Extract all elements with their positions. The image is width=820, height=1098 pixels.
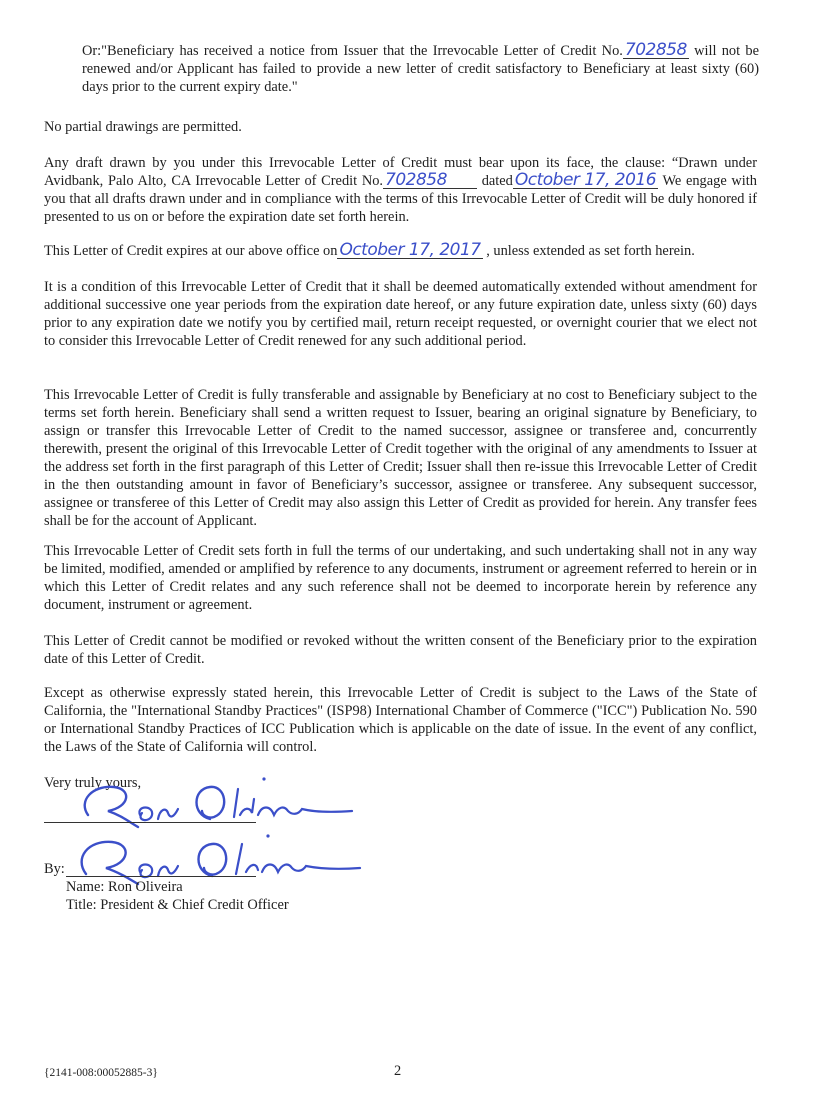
modification-paragraph: This Letter of Credit cannot be modified or revoked without the written consent of the Beneficiary prior to the expiration date of this Letter of Credit. [44,633,757,667]
draft-text-start: Any draft drawn by you under this Irrevocable Letter of Credit must bear upon its face, the clause: “Drawn under Avidbank, Palo Alto, CA Irrevocable Letter of Credit No. [44,155,757,189]
expiry-text-start: This Letter of Credit expires at our above office on [44,243,338,259]
salutation: Very truly yours, [44,775,142,791]
draft-paragraph [44,154,757,226]
governing-law-paragraph: Except as otherwise expressly stated herein, this Irrevocable Letter of Credit is subject to the Laws of the State of California, the "International Standby Practices" (ISP98) International Chamber of Commerce ("ICC") Publication No. 590 or International Standby Practices of ICC Publication which is applicable on the date of issue. In the event of any conflict, the Laws of the State of California will control. [44,685,757,755]
page-number: 2 [394,1063,402,1079]
document-id: {2141-008:00052885-3} [44,1067,158,1079]
by-label: By: [44,861,65,877]
signer-title: Title: President & Chief Credit Officer [66,897,289,913]
undertaking-paragraph: This Irrevocable Letter of Credit sets forth in full the terms of our undertaking, and such undertaking shall not in any way be limited, modified, amended or amplified by reference to any documents, instrument or agreement referred to herein or in which this Letter of Credit relates and any such reference shall not be deemed to incorporate herein by reference any document, instrument or agreement. [44,543,757,613]
expiry-paragraph [44,242,757,260]
extension-paragraph: It is a condition of this Irrevocable Letter of Credit that it shall be deemed automatically extended without amendment for additional successive one year periods from the expiration date hereof, or any future expiration date, unless sixty (60) days prior to any expiration date we notify you by certified mail, return receipt requested, or overnight courier that we elect not to consider this Irrevocable Letter of Credit renewed for any such additional period. [44,279,757,349]
expiry-text-end: , unless extended as set forth herein. [482,243,695,259]
handwritten-lc-number: 702858 [624,40,687,60]
notice-text-start: Or:"Beneficiary has received a notice from Issuer that the Irrevocable Letter of Credit No. [82,43,623,59]
notice-paragraph [82,42,759,96]
draft-text-end: We engage with you that all drafts drawn under and in compliance with the terms of this Irrevocable Letter of Credit will be duly honored if presented to us on or before the expiration date set forth herein. [44,173,757,225]
handwritten-issue-date: October 17, 2016 [514,170,657,190]
draft-dated-label: dated [477,173,513,189]
handwritten-expiry-date: October 17, 2017 [339,240,481,260]
signer-name: Name: Ron Oliveira [66,879,183,895]
signature-upper [74,775,364,833]
signature-line-upper [44,822,256,823]
notice-text-end: will not be renewed and/or Applicant has failed to provide a new letter of credit satisfactory to Beneficiary at least sixty (60) days prior to the current expiry date." [82,43,759,95]
handwritten-lc-number: 702858 [383,172,477,189]
partial-drawings-paragraph: No partial drawings are permitted. [44,119,242,135]
signature-line-lower [66,876,256,877]
transfer-paragraph: This Irrevocable Letter of Credit is fully transferable and assignable by Beneficiary at no cost to Beneficiary subject to the terms set forth herein. Beneficiary shall send a written request to Issuer, bearing an original signature by Beneficiary, to assign or transfer this Irrevocable Letter of Credit to the named successor, assignee or transferee and, concurrently therewith, present the original of this Irrevocable Letter of Credit together with the original of any amendments to Issuer at the address set forth in the first paragraph of this Letter of Credit; Issuer shall then re-issue this Irrevocable Letter of Credit in the then outstanding amount in favor of Beneficiary’s successor, assignee or transferee. Any subsequent successor, assignee or transferee of this Letter of Credit may also assign this Letter of Credit as provided for herein. Any transfer fees shall be for the account of Applicant. [44,387,757,529]
